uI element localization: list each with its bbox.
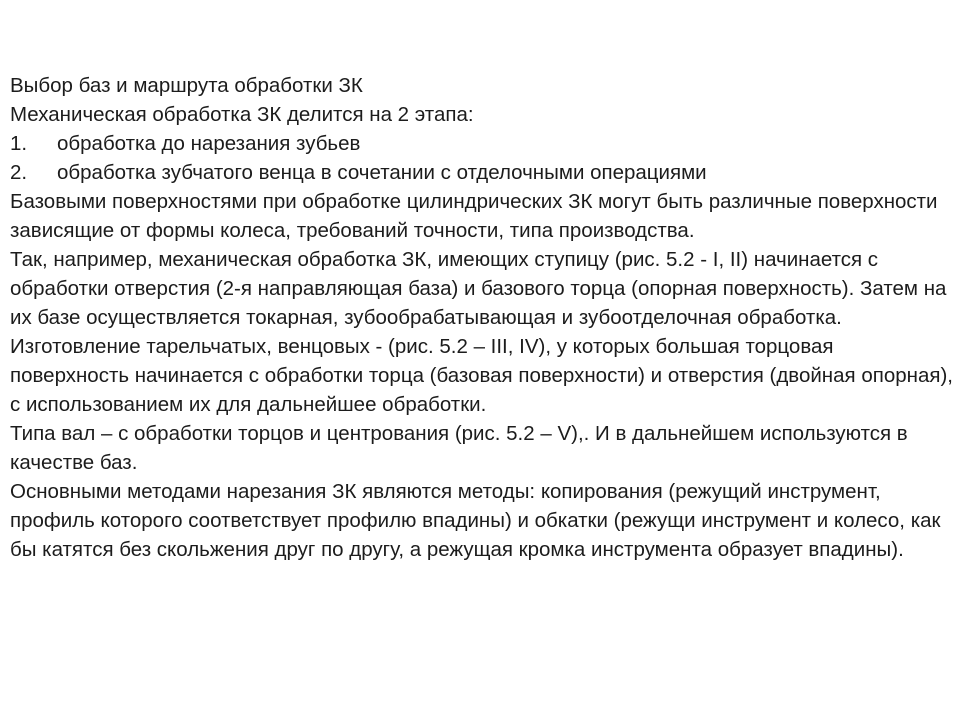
- paragraph-shaft-gears: Типа вал – с обработки торцов и центрования (рис. 5.2 – V),. И в дальнейшем используются в качестве баз.: [10, 422, 908, 474]
- stage-text: обработка до нарезания зубьев: [57, 132, 361, 155]
- stage-item-2: [10, 158, 955, 187]
- paragraph-base-surfaces: Базовыми поверхностями при обработке цилиндрических ЗК могут быть различные поверхности зависящие от формы колеса, требований точности, типа производства.: [10, 190, 938, 242]
- slide-text-body: [10, 71, 955, 564]
- paragraph-cutting-methods: Основными методами нарезания ЗК являются методы: копирования (режущий инструмент, профиль которого соответствует профилю впадины) и обкатки (режущи инструмент и колесо, как бы катятся без скольжения друг по другу, а режущая кромка инструмента образует впадины).: [10, 480, 941, 561]
- stage-number: 1.: [10, 132, 28, 155]
- stage-item-1: [10, 129, 955, 158]
- slide-title: Выбор баз и маршрута обработки ЗК: [10, 74, 363, 97]
- stage-number: 2.: [10, 161, 28, 184]
- paragraph-hub-gears: Так, например, механическая обработка ЗК, имеющих ступицу (рис. 5.2 - I, II) начинается с обработки отверстия (2-я направляющая база) и базового торца (опорная поверхность). Затем на их базе осуществляется токарная, зубообрабатывающая и зубоотделочная обработка.: [10, 248, 947, 329]
- stage-text: обработка зубчатого венца в сочетании с отделочными операциями: [57, 161, 707, 184]
- intro-line: Механическая обработка ЗК делится на 2 этапа:: [10, 103, 474, 126]
- paragraph-disc-gears: Изготовление тарельчатых, венцовых - (рис. 5.2 – III, IV), у которых большая торцовая поверхность начинается с обработки торца (базовая поверхности) и отверстия (двойная опорная), с использованием их для дальнейшее обработки.: [10, 335, 953, 416]
